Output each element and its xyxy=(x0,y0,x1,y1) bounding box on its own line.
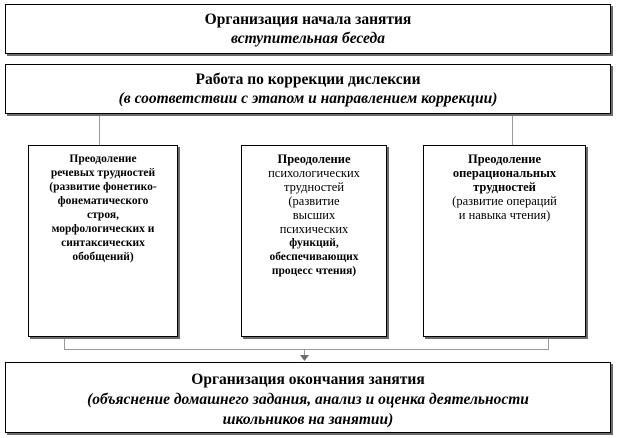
col3-title-line: операциональных xyxy=(452,166,557,180)
col3-title-line: трудностей xyxy=(473,180,536,194)
lesson-start-subtitle: вступительная беседа xyxy=(230,30,385,47)
col1-line: морфологических и xyxy=(51,223,155,235)
col1-line: синтаксических xyxy=(61,237,145,249)
psychological-difficulties-box xyxy=(241,145,387,337)
col1-line: (развитие фонетико- xyxy=(49,181,157,193)
col2-small-line: процесс чтения) xyxy=(271,265,357,277)
dyslexia-correction-subtitle: (в соответствии с этапом и направлением коррекции) xyxy=(118,90,498,107)
lesson-end-title: Организация окончания занятия xyxy=(191,371,425,388)
col1-line: Преодоление xyxy=(69,153,137,165)
col2-title-line: психологических xyxy=(268,166,360,180)
col1-line: строя, xyxy=(87,209,119,221)
arrow-down-icon xyxy=(300,355,309,362)
operational-difficulties-box xyxy=(423,145,586,337)
dyslexia-correction-title: Работа по коррекции дислексии xyxy=(195,71,421,88)
col1-line: речевых трудностей xyxy=(50,167,156,179)
col2-small-line: обеспечивающих xyxy=(269,251,359,263)
col2-title-line: трудностей xyxy=(283,180,345,194)
col2-desc-line: высших xyxy=(292,208,336,222)
lesson-start-title: Организация начала занятия xyxy=(204,11,412,28)
col2-desc-line: психических xyxy=(279,222,349,236)
lesson-end-box xyxy=(5,362,611,433)
connector-horizontal xyxy=(64,349,549,350)
col1-line: фонематического xyxy=(57,195,149,207)
connector-main-to-col1 xyxy=(99,114,100,145)
col3-desc-line: и навыка чтения) xyxy=(458,208,551,222)
speech-difficulties-box xyxy=(28,145,178,337)
col2-title-line: Преодоление xyxy=(277,152,351,166)
col2-desc-line: (развитие xyxy=(288,194,340,208)
connector-main-to-col3 xyxy=(512,114,513,145)
dyslexia-correction-box xyxy=(5,64,611,114)
col1-line: обобщений) xyxy=(72,251,134,263)
col3-title-line: Преодоление xyxy=(467,152,542,166)
lesson-end-subtitle-line: школьников на занятии) xyxy=(222,411,394,428)
col3-desc-line: (развитие операций xyxy=(452,194,557,208)
lesson-start-box xyxy=(5,4,611,54)
col2-small-line: функций, xyxy=(289,237,339,249)
lesson-end-subtitle-line: (объяснение домашнего задания, анализ и оценка деятельности xyxy=(87,391,529,408)
